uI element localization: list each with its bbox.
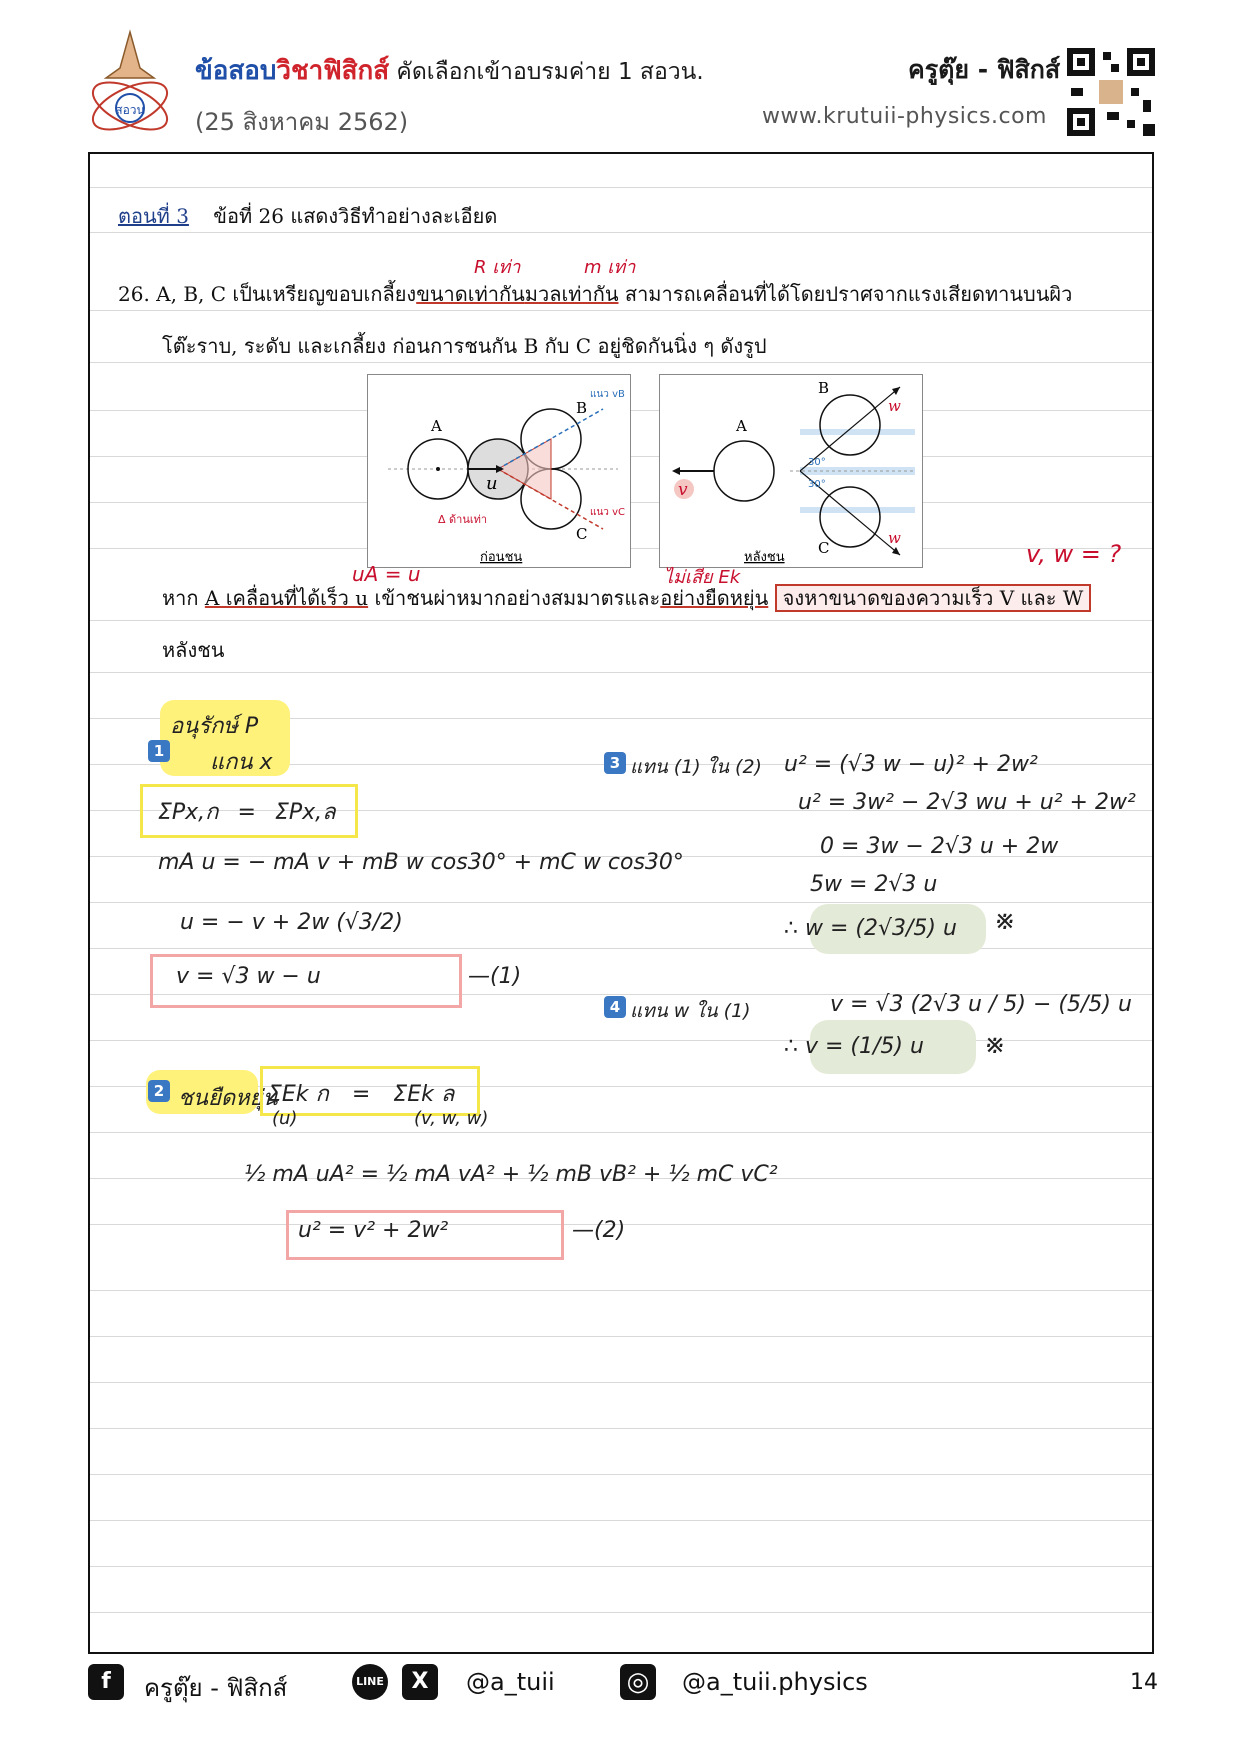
ruled-line [90, 948, 1152, 949]
question-target-box: จงหาขนาดของความเร็ว V และ W [775, 584, 1092, 612]
note-vb: แนว vB [590, 389, 625, 400]
footer-line-x[interactable]: @a_tuii [466, 1668, 555, 1696]
ruled-line [90, 1336, 1152, 1337]
eq2b: ½ mA uA² = ½ mA vA² + ½ mB vB² + ½ mC vC² [244, 1162, 778, 1187]
question-line-4: หลังชน [162, 638, 225, 662]
step1-title: อนุรักษ์ P [170, 714, 259, 739]
label-v: v [678, 480, 688, 500]
eq4b: ∴ v = (1/5) u [784, 1034, 924, 1059]
step1-sub: แกน x [210, 750, 273, 775]
instagram-icon[interactable]: ◎ [620, 1664, 656, 1700]
annotation-no-ek-loss: ไม่เสีย Ek [664, 567, 741, 588]
eq2c: u² = v² + 2w² [298, 1218, 449, 1243]
eq3a: u² = (√3 w − u)² + 2w² [784, 752, 1038, 777]
ruled-line [90, 1428, 1152, 1429]
label-b-after: B [818, 379, 830, 397]
note-equilateral: Δ ด้านเท่า [438, 513, 488, 526]
eq1c: u = − v + 2w (√3/2) [180, 910, 403, 935]
eq1a: ΣPx,ก = ΣPx,ล [158, 800, 336, 825]
coin-a-after-circle [714, 441, 774, 501]
ruled-line [90, 1566, 1152, 1567]
note-vc: แนว vC [590, 507, 625, 518]
annotation-ua: uA = u [352, 562, 421, 586]
question-number: 26. [118, 282, 150, 306]
ruled-line [90, 232, 1152, 233]
line-icon[interactable]: LINE [352, 1664, 388, 1700]
step1-badge: 1 [148, 740, 170, 762]
step3-badge: 3 [604, 752, 626, 774]
caption-after: หลังชน [744, 550, 785, 565]
header-date: (25 สิงหาคม 2562) [195, 108, 409, 136]
ruled-line [90, 1612, 1152, 1613]
footer-instagram[interactable]: @a_tuii.physics [682, 1668, 868, 1696]
step4-badge: 4 [604, 996, 626, 1018]
section-heading [118, 200, 497, 232]
ruled-line [90, 672, 1152, 673]
annotation-r-equal: R เท่า [474, 257, 521, 278]
eq1d: v = √3 w − u [176, 964, 321, 989]
ruled-line [90, 1132, 1152, 1133]
caption-before: ก่อนชน [480, 550, 523, 565]
ruled-line [90, 187, 1152, 188]
eq2a-lhs-sub: (u) [272, 1108, 298, 1129]
eq1b: mA u = − mA v + mB w cos30° + mC w cos30° [158, 850, 684, 875]
label-c-after: C [818, 539, 830, 557]
ruled-line [90, 362, 1152, 363]
ruled-line [90, 310, 1152, 311]
section-instruction: ข้อที่ 26 แสดงวิธีทำอย่างละเอียด [213, 204, 498, 228]
eq4a: v = √3 (2√3 u / 5) − (5/5) u [830, 992, 1132, 1017]
answer-mark-v: ※ [984, 1030, 1006, 1060]
ruled-line [90, 1382, 1152, 1383]
label-u: u [486, 473, 498, 494]
eq3d: 5w = 2√3 u [810, 872, 938, 897]
eq3c: 0 = 3w − 2√3 u + 2w [820, 834, 1059, 859]
header-website[interactable]: www.krutuii-physics.com [762, 104, 1047, 129]
eq1d-tag: —(1) [468, 964, 522, 989]
footer-facebook[interactable]: ครูตุ๊ย - ฟิสิกส์ [144, 1674, 288, 1702]
ruled-line [90, 1290, 1152, 1291]
figure-after-collision [659, 374, 923, 568]
eq3b: u² = 3w² − 2√3 wu + u² + 2w² [798, 790, 1136, 815]
label-w-bottom: w [888, 529, 901, 547]
label-b: B [576, 399, 588, 417]
label-c: C [576, 525, 588, 543]
ruled-line [90, 1474, 1152, 1475]
label-a: A [431, 417, 442, 435]
label-a-after: A [736, 417, 747, 435]
figure-before-collision [367, 374, 631, 568]
annotation-m-equal: m เท่า [584, 257, 636, 278]
camp-logo [84, 28, 176, 146]
step4-title: แทน w ใน (1) [630, 1000, 751, 1022]
angle-top: 30° [808, 457, 826, 468]
ruled-line [90, 620, 1152, 621]
section-label: ตอนที่ 3 [118, 204, 189, 228]
step3-title: แทน (1) ใน (2) [630, 756, 762, 778]
logo-text: สอวน [115, 103, 145, 117]
ruled-line [90, 1520, 1152, 1521]
question-line-1: 26. A, B, C เป็นเหรียญขอบเกลี้ยงขนาดเท่ากันมวลเท่ากัน สามารถเคลื่อนที่ได้โดยปราศจากแรงเสียดทานบนผิว [118, 282, 1073, 306]
answer-mark-w: ※ [994, 906, 1016, 936]
eq2c-tag: —(2) [572, 1218, 626, 1243]
step2-badge: 2 [148, 1080, 170, 1102]
question-line-2: โต๊ะราบ, ระดับ และเกลี้ยง ก่อนการชนกัน B กับ C อยู่ชิดกันนิ่ง ๆ ดังรูป [162, 334, 767, 358]
eq2a: ΣEk ก = ΣEk ล [268, 1082, 455, 1107]
facebook-icon[interactable]: f [88, 1664, 124, 1700]
header-title: ข้อสอบวิชาฟิสิกส์ คัดเลือกเข้าอบรมค่าย 1 สอวน. [195, 56, 704, 86]
ruled-line [90, 902, 1152, 903]
label-w-top: w [888, 397, 901, 415]
eq3e: ∴ w = (2√3/5) u [784, 916, 957, 941]
x-icon[interactable]: X [402, 1664, 438, 1700]
eq2a-rhs-sub: (v, w, w) [414, 1108, 489, 1129]
header-author: ครูตุ๊ย - ฟิสิกส์ [908, 55, 1061, 84]
qr-code-icon [1063, 44, 1159, 140]
angle-bottom: 30° [808, 479, 826, 490]
page-number: 14 [1130, 1670, 1158, 1695]
annotation-find: v, w = ? [1026, 540, 1122, 568]
question-line-3: หาก A เคลื่อนที่ได้เร็ว u เข้าชนผ่าหมากอย่างสมมาตรและอย่างยืดหยุ่น จงหาขนาดของความเร็ว V และ W [162, 582, 1091, 614]
step2-title: ชนยืดหยุ่น [178, 1086, 278, 1111]
